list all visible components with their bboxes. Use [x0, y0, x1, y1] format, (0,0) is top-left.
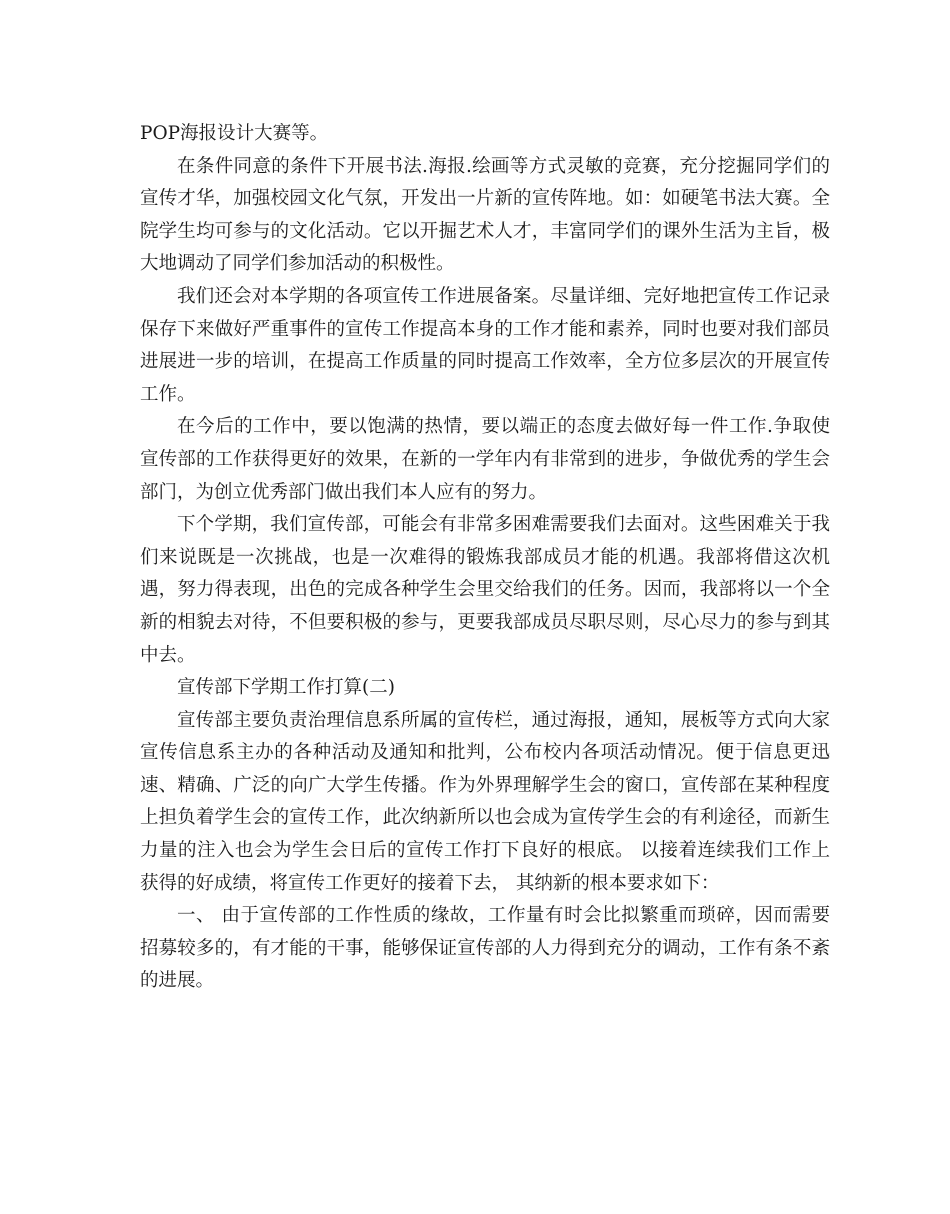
document-body — [140, 118, 830, 998]
paragraph-future-work: 在今后的工作中，要以饱满的热情，要以端正的态度去做好每一件工作.争取使宣传部的工作获得更好的效果，在新的一学年内有非常到的进步，争做优秀的学生会部门，为创立优秀部门做出我们本人应有的努力。 — [140, 416, 830, 503]
section-heading: 宣传部下学期工作打算(二) — [177, 677, 395, 699]
paragraph-next-semester: 下个学期，我们宣传部，可能会有非常多困难需要我们去面对。这些困难关于我们来说既是一次挑战，也是一次难得的锻炼我部成员才能的机遇。我部将借这次机遇，努力得表现，出色的完成各种学生会里交给我们的任务。因而，我部将以一个全新的相貌去对待，不但要积极的参与，更要我部成员尽职尽则，尽心尽力的参与到其中去。 — [140, 514, 830, 666]
paragraph-requirement-one: 一、 由于宣传部的工作性质的缘故，工作量有时会比拟繁重而琐碎，因而需要招募较多的，有才能的干事，能够保证宣传部的人力得到充分的调动，工作有条不紊的进展。 — [140, 905, 830, 992]
paragraph-competitions: 在条件同意的条件下开展书法.海报.绘画等方式灵敏的竞赛，充分挖掘同学们的宣传才华，加强校园文化气氛，开发出一片新的宣传阵地。如：如硬笔书法大赛。全院学生均可参与的文化活动。它以开掘艺术人才，丰富同学们的课外生活为主旨，极大地调动了同学们参加活动的积极性。 — [140, 155, 830, 275]
paragraph-records: 我们还会对本学期的各项宣传工作进展备案。尽量详细、完好地把宣传工作记录保存下来做好严重事件的宣传工作提高本身的工作才能和素养，同时也要对我们部员进展进一步的培训，在提高工作质量的同时提高工作效率，全方位多层次的开展宣传工作。 — [140, 285, 830, 405]
paragraph-continuation: POP海报设计大赛等。 — [140, 123, 329, 144]
paragraph-department-duties: 宣传部主要负责治理信息系所属的宣传栏，通过海报，通知，展板等方式向大家宣传信息系主办的各种活动及通知和批判，公布校内各项活动情况。便于信息更迅速、精确、广泛的向广大学生传播。作为外界理解学生会的窗口，宣传部在某种程度上担负着学生会的宣传工作，此次纳新所以也会成为宣传学生会的有利途径，而新生力量的注入也会为学生会日后的宣传工作打下良好的根底。 以接着连续我们工作上获得的好成绩，将宣传工作更好的接着下去， 其纳新的根本要求如下： — [140, 709, 830, 894]
